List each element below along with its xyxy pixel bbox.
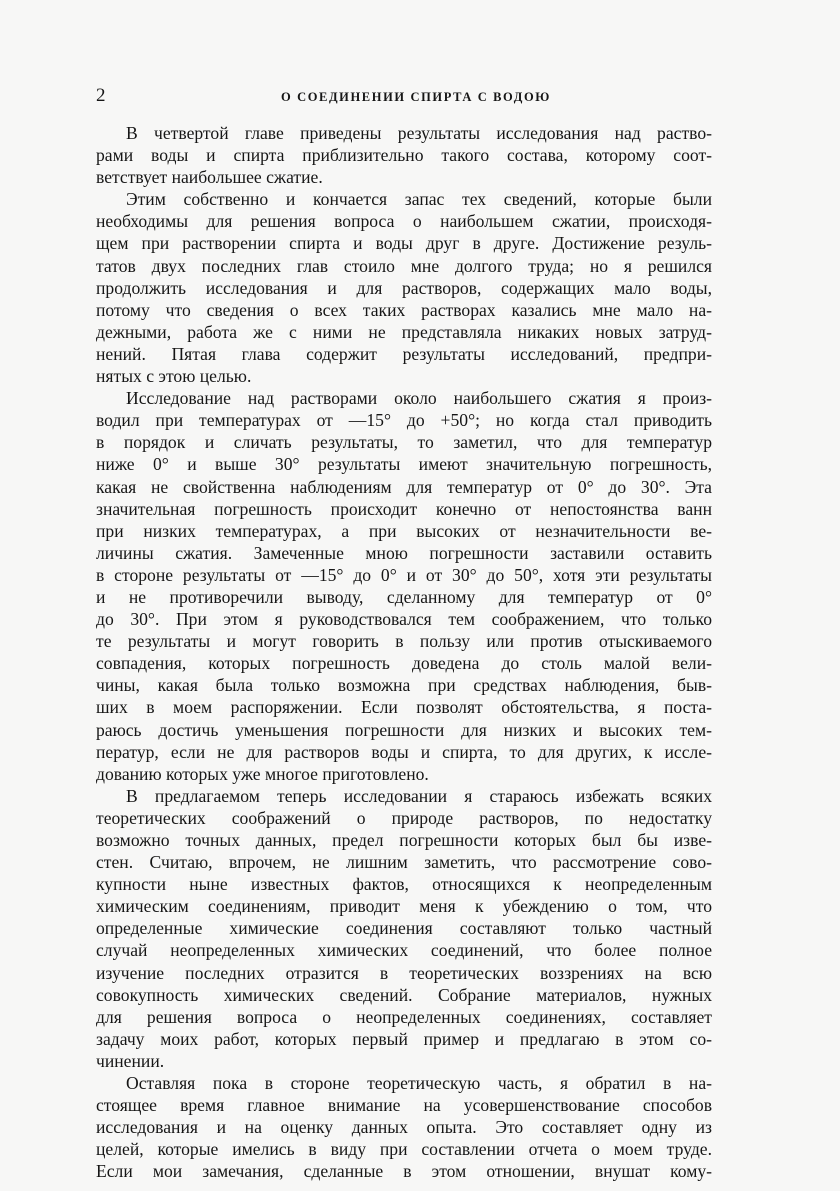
paragraph [96,387,712,785]
page-header [96,86,736,112]
text-line: ветствует наибольшее сжатие. [96,167,323,188]
text-line: продолжить исследования и для растворов, содержащих мало воды, [96,277,712,298]
text-line: В предлагаемом теперь исследовании я стараюсь избежать всяких [126,785,712,806]
text-line: возможно точных данных, предел погрешности которых был бы изве- [96,830,712,850]
text-line: исследования и на оценку данных опыта. Это составляет одну из [96,1117,712,1138]
text-line: те результаты и могут говорить в пользу или против отыскиваемого [96,631,712,652]
text-line: рами воды и спирта приблизительно такого состава, которому соот- [96,145,712,166]
text-line: раюсь достичь уменьшения погрешности для низких и высоких тем- [96,719,712,740]
paragraph [96,122,712,188]
text-line: Если мои замечания, сделанные в этом отношении, внушат кому- [96,1161,712,1182]
text-line: ператур, если не для растворов воды и спирта, то для других, к иссле- [96,741,712,762]
running-title: О СОЕДИНЕНИИ СПИРТА С ВОДОЮ [281,90,551,104]
text-line: Оставляя пока в стороне теоретическую часть, я обратил в на- [126,1073,712,1094]
text-line: изучение последних отразится в теоретических воззрениях на всю [96,962,712,983]
text-line: случай неопределенных химических соединений, что более полное [96,940,712,961]
text-line: потому что сведения о всех таких растворах казались мне мало на- [96,299,712,320]
page-number: 2 [96,85,106,106]
text-line: ниже 0° и выше 30° результаты имеют значительную погрешность, [96,454,712,475]
text-line: купности ныне известных фактов, относящихся к неопределенным [96,874,712,895]
text-line: татов двух последних глав стоило мне долгого труда; но я решился [96,255,712,276]
text-line: личины сжатия. Замеченные мною погрешности заставили оставить [96,542,712,563]
text-line: дежными, работа же с ними не представляла никаких новых затруд- [96,321,712,342]
text-line: Исследование над растворами около наибольшего сжатия я произ- [126,388,712,409]
text-line: в порядок и сличать результаты, то заметил, что для температур [96,432,712,453]
text-line: стен. Считаю, впрочем, не лишним заметить, что рассмотрение сово- [96,852,712,873]
text-line: водил при температурах от —15° до +50°; но когда стал приводить [96,410,712,431]
text-line: химическим соединениям, приводит меня к убеждению о том, что [96,896,712,917]
text-line: щем при растворении спирта и воды друг в друге. Достижение резуль- [96,233,712,254]
paragraph [96,785,712,1072]
text-line: теоретических соображений о природе растворов, по недостатку [96,807,712,828]
text-line: какая не свойственна наблюдениям для температур от 0° до 30°. Эта [96,476,712,497]
text-line: совокупность химических сведений. Собрание материалов, нужных [96,984,712,1005]
paragraph [96,1072,712,1182]
body-text [96,122,712,1183]
text-line: в стороне результаты от —15° до 0° и от 30° до 50°, хотя эти результаты [96,564,712,585]
text-line: целей, которые имелись в виду при составлении отчета о моем труде. [96,1139,712,1160]
text-line: чинении. [96,1050,165,1071]
text-line: при низких температурах, а при высоких от незначительности ве- [96,520,712,541]
text-line: нятых с этою целью. [96,366,252,387]
text-line: нений. Пятая глава содержит результаты исследований, предпри- [96,343,712,364]
text-line: задачу моих работ, которых первый пример и предлагаю в этом со- [96,1028,712,1049]
paragraph [96,188,712,387]
text-line: ших в моем распоряжении. Если позволят обстоятельства, я поста- [96,697,712,718]
text-line: Этим собственно и кончается запас тех сведений, которые были [126,189,712,210]
text-line: совпадения, которых погрешность доведена до столь малой вели- [96,653,712,674]
text-line: значительная погрешность происходит конечно от непостоянства ванн [96,498,712,519]
text-line: чины, какая была только возможна при средствах наблюдения, быв- [96,675,712,696]
text-line: В четвертой главе приведены результаты исследования над раство- [126,123,712,143]
text-line: и не противоречили выводу, сделанному для температур от 0° [96,586,712,607]
text-line: дованию которых уже многое приготовлено. [96,763,429,784]
text-line: стоящее время главное внимание на усовершенствование способов [96,1095,712,1116]
text-line: для решения вопроса о неопределенных соединениях, составляет [96,1006,712,1027]
text-line: определенные химические соединения составляют только частный [96,918,712,939]
text-line: необходимы для решения вопроса о наибольшем сжатии, происходя- [96,211,712,232]
text-line: до 30°. При этом я руководствовался тем соображением, что только [96,609,712,630]
